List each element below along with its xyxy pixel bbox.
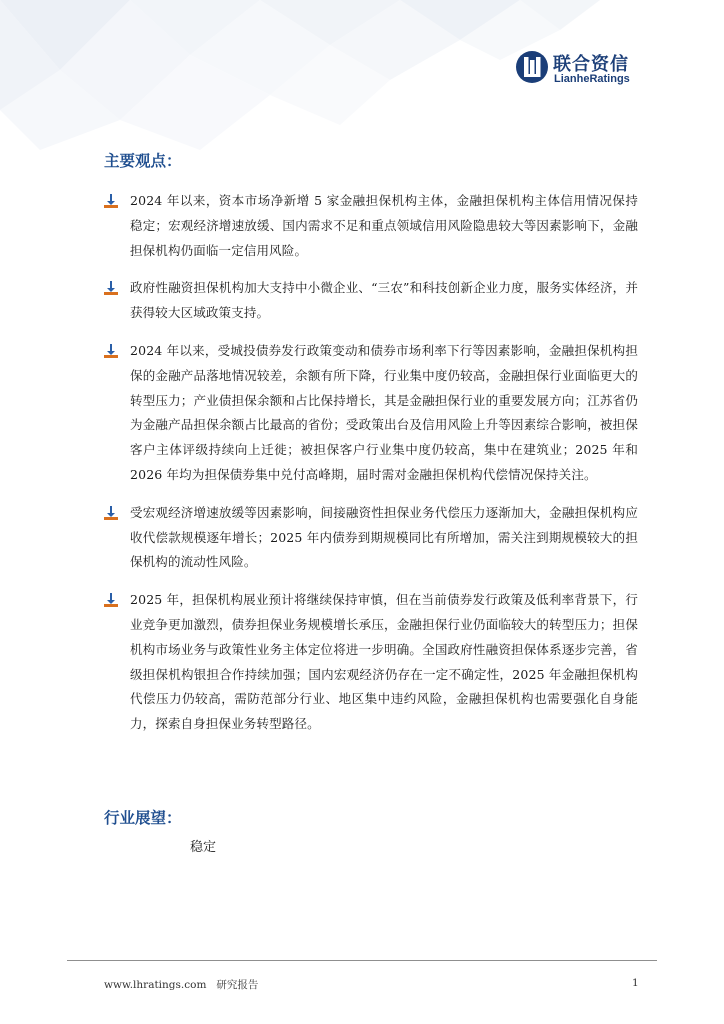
company-logo: [515, 48, 645, 90]
bullet-arrow-icon: [104, 344, 118, 358]
outlook-value: 稳定: [190, 840, 217, 855]
main-point-text: 2025 年，担保机构展业预计将继续保持审慎，但在当前债券发行政策及低利率背景下，行业竞争更加激烈，债券担保业务规模增长承压，金融担保行业仍面临较大的转型压力；担保机构市场业务与政策性业务主体定位将进一步明确。全国政府性融资担保体系逐步完善，省级担保机构银担合作持续加强；国内宏观经济仍存在一定不确定性，2025 年金融担保机构代偿压力仍较高，需防范部分行业、地区集中违约风险，金融担保机构也需要强化自身能力，探索自身担保业务转型路径。: [130, 592, 638, 732]
main-point-text: 2024 年以来，受城投债券发行政策变动和债券市场利率下行等因素影响，金融担保机构担保的金融产品落地情况较差，余额有所下降，行业集中度仍较高，金融担保行业面临更大的转型压力；产业债担保余额和占比保持增长，其是金融担保行业的重要发展方向；江苏省仍为金融产品担保余额占比最高的省份；受政策出台及信用风险上升等因素综合影响，被担保客户主体评级持续向上迁徙；被担保客户行业集中度仍较高，集中在建筑业；2025 年和 2026 年均为担保债券集中兑付高峰期，届时需对金融担保机构代偿情况保持关注。: [130, 342, 638, 482]
main-point-text: 2024 年以来，资本市场净新增 5 家金融担保机构主体，金融担保机构主体信用情况保持稳定；宏观经济增速放缓、国内需求不足和重点领域信用风险隐患较大等因素影响下，金融担保机构仍面临一定信用风险。: [130, 193, 638, 258]
page-number: 1: [632, 977, 639, 989]
logo-english-name: LianheRatings: [554, 73, 630, 85]
main-point-item: [104, 501, 638, 575]
footer-doc-type: 研究报告: [216, 979, 259, 991]
bullet-arrow-icon: [104, 506, 118, 520]
bullet-arrow-icon: [104, 593, 118, 607]
main-point-item: [104, 189, 638, 263]
footer-info: [104, 977, 258, 992]
lianhe-logo-icon: [515, 50, 549, 84]
main-points-list: [104, 189, 638, 750]
logo-chinese-name: 联合资信: [553, 54, 629, 75]
outlook-title: 行业展望：: [104, 809, 182, 827]
main-point-text: 受宏观经济增速放缓等因素影响，间接融资性担保业务代偿压力逐渐加大，金融担保机构应收代偿款规模逐年增长；2025 年内债券到期规模同比有所增加，需关注到期规模较大的担保机构的流动性风险。: [130, 504, 638, 570]
bullet-arrow-icon: [104, 281, 118, 295]
main-point-item: [104, 339, 638, 488]
main-points-title: 主要观点：: [104, 152, 182, 170]
bullet-arrow-icon: [104, 194, 118, 208]
footer-website-link[interactable]: www.lhratings.com: [104, 979, 207, 991]
footer-divider: [67, 960, 657, 961]
main-point-item: [104, 588, 638, 737]
main-point-text: 政府性融资担保机构加大支持中小微企业、“三农”和科技创新企业力度，服务实体经济，并获得较大区域政策支持。: [130, 280, 638, 321]
main-point-item: [104, 276, 638, 326]
